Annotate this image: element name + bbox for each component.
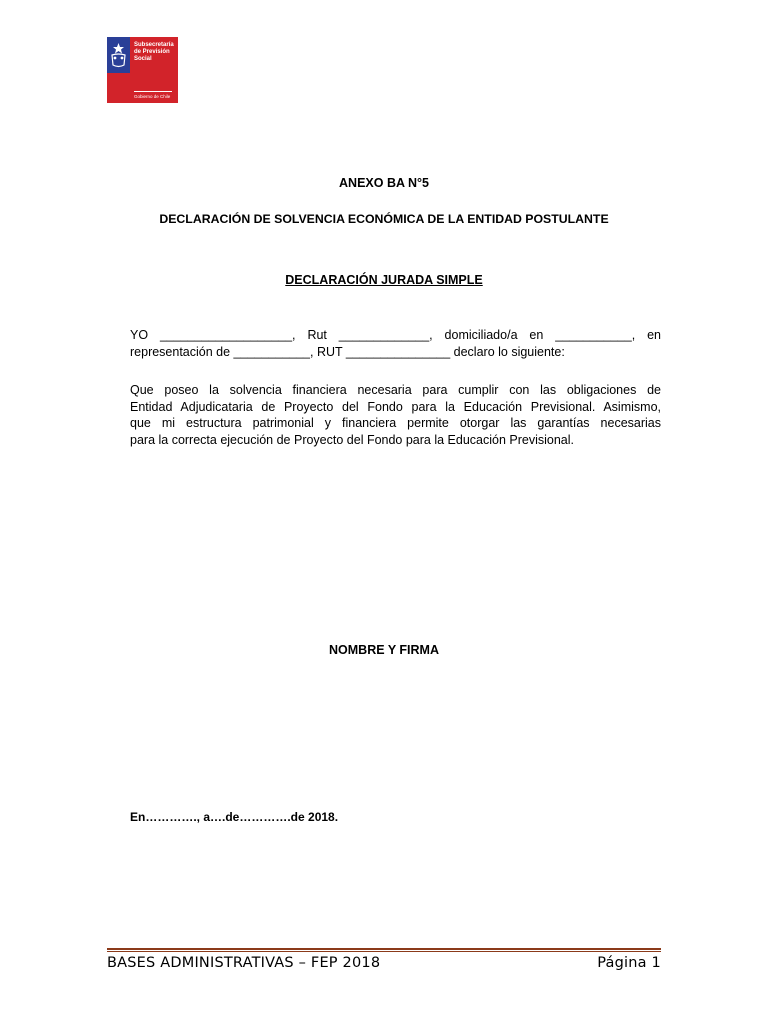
declarant-line: representación de ___________, RUT _______________ declaro lo siguiente:	[130, 344, 565, 359]
statement-paragraph	[130, 382, 661, 448]
annex-number: ANEXO BA N°5	[339, 176, 429, 190]
logo-divider	[134, 91, 172, 92]
statement-line: para la correcta ejecución de Proyecto del Fondo para la Educación Previsional.	[130, 432, 575, 447]
declarant-paragraph	[130, 327, 661, 360]
logo-text-panel	[130, 37, 178, 103]
logo-government-name: Gobierno de Chile	[134, 94, 171, 99]
logo-red-block	[107, 73, 130, 103]
declarant-line: YO ___________________, Rut _____________, domiciliado/a en ___________, en	[130, 328, 661, 342]
logo-flag-stripe	[107, 37, 130, 103]
chile-coat-of-arms-icon	[110, 41, 127, 69]
logo-org-name: Subsecretaría de Previsión Social	[134, 42, 174, 62]
declaration-subtitle-text: DECLARACIÓN JURADA SIMPLE	[285, 273, 483, 287]
declaration-subtitle	[0, 273, 768, 287]
date-line: En…………., a….de………….de 2018.	[130, 810, 339, 824]
logo-blue-block	[107, 37, 130, 73]
footer-page-number: Página 1	[597, 955, 661, 971]
footer-document-name: BASES ADMINISTRATIVAS – FEP 2018	[107, 955, 381, 971]
signature-label: NOMBRE Y FIRMA	[329, 643, 439, 657]
statement-line: Entidad Adjudicataria de Proyecto del Fondo para la Educación Previsional. Asimismo,	[130, 399, 661, 414]
statement-line: Que poseo la solvencia financiera necesaria para cumplir con las obligaciones de	[130, 383, 661, 397]
document-title: DECLARACIÓN DE SOLVENCIA ECONÓMICA DE LA ENTIDAD POSTULANTE	[159, 212, 609, 226]
subsecretaria-logo	[107, 37, 178, 103]
statement-line: que mi estructura patrimonial y financiera permite otorgar las garantías necesarias	[130, 416, 661, 430]
footer-divider	[107, 948, 661, 952]
